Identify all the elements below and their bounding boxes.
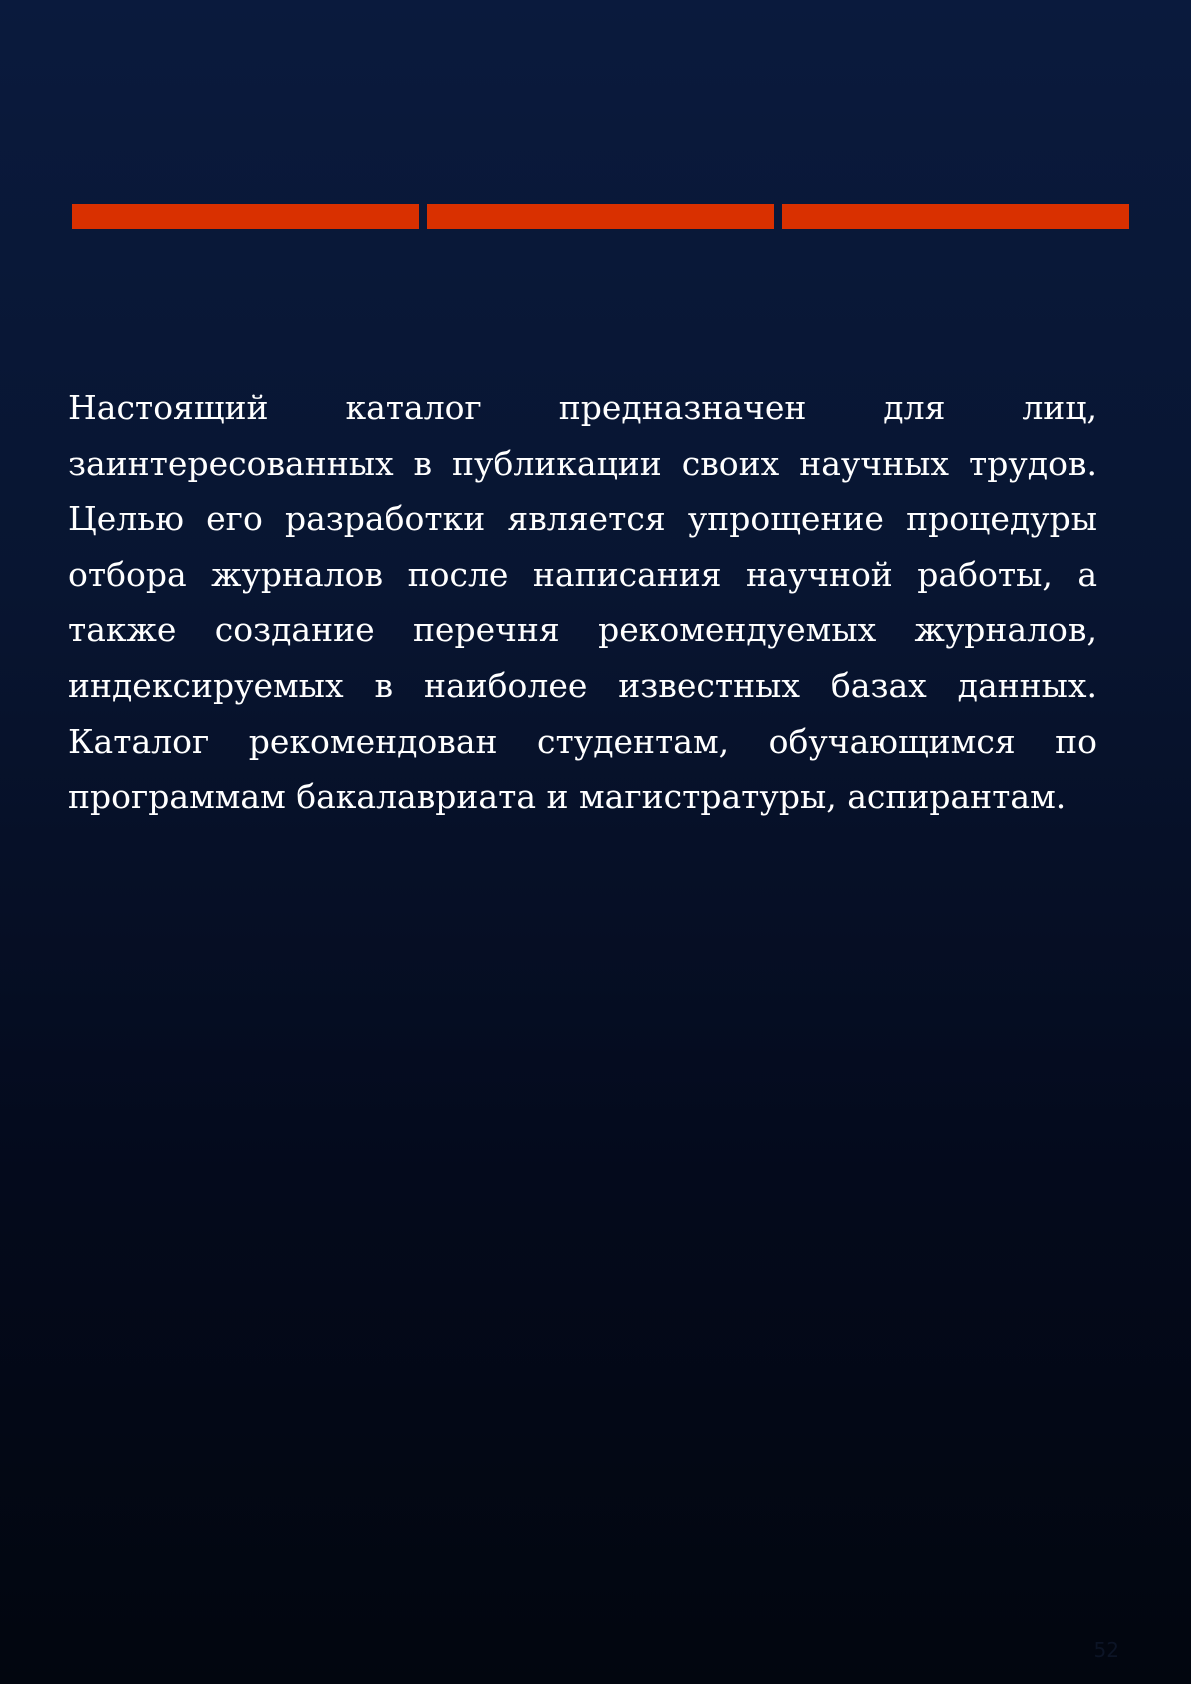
decor-bar-2 [427, 204, 774, 229]
decor-bar-3 [782, 204, 1129, 229]
decorative-bars [72, 204, 1129, 229]
page-number: 52 [1093, 1638, 1119, 1662]
catalog-description-paragraph: Настоящий каталог предназначен для лиц, заинтересованных в публикации своих научных трудов. Целью его разработки является упрощение процедуры отбора журналов после написания научной работы, а также создание перечня рекомендуемых журналов, индексируемых в наиболее известных базах данных. Каталог рекомендован студентам, обучающимся по программам бакалавриата и магистратуры, аспирантам. [68, 388, 1097, 817]
decor-bar-1 [72, 204, 419, 229]
